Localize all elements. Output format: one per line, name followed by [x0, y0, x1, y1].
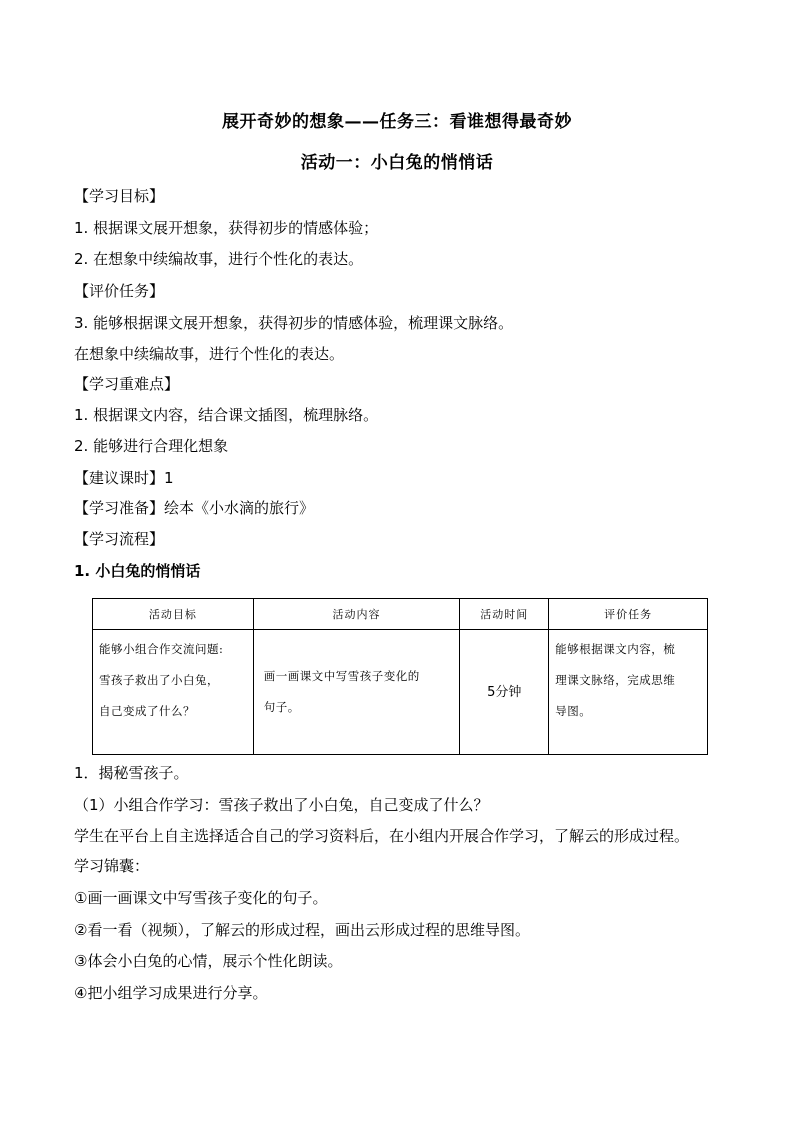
cell-content-line-2: 句子。 [263, 700, 300, 714]
tip-item-2: ②看一看（视频），了解云的形成过程，画出云形成过程的思维导图。 [74, 921, 530, 939]
table-header-row [93, 599, 708, 630]
eval-item-2: 在想象中续编故事，进行个性化的表达。 [74, 345, 345, 363]
cell-task-line-1: 能够根据课文内容，梳 [555, 642, 676, 656]
table-row [93, 630, 708, 755]
page-subtitle: 活动一：小白兔的悄悄话 [300, 153, 494, 173]
page-title: 展开奇妙的想象——任务三：看谁想得最奇妙 [222, 112, 572, 132]
col-header-goal: 活动目标 [93, 599, 254, 630]
cell-task-line-3: 导图。 [555, 704, 592, 718]
cell-content-line-1: 画一画课文中写雪孩子变化的 [263, 669, 420, 683]
tips-header: 学习锦囊： [74, 857, 150, 875]
body-paragraph-1: 1．揭秘雪孩子。 [74, 764, 189, 782]
flow-header: 【学习流程】 [74, 530, 165, 548]
cell-time: 5分钟 [460, 630, 549, 755]
eval-header: 【评价任务】 [74, 282, 165, 300]
cell-task [549, 630, 708, 755]
flow-item-1: 1. 小白兔的悄悄话 [74, 562, 201, 580]
col-header-time: 活动时间 [460, 599, 549, 630]
tip-item-1: ①画一画课文中写雪孩子变化的句子。 [74, 889, 328, 907]
key-point-2: 2. 能够进行合理化想象 [74, 437, 229, 455]
cell-task-line-2: 理课文脉络，完成思维 [555, 673, 676, 687]
key-point-1: 1. 根据课文内容，结合课文插图，梳理脉络。 [74, 406, 379, 424]
cell-goal-line-1: 能够小组合作交流问题: [99, 642, 224, 656]
suggested-hours: 【建议课时】1 [74, 469, 174, 487]
activity-table [92, 598, 708, 755]
key-points-header: 【学习重难点】 [74, 375, 180, 393]
cell-goal-line-2: 雪孩子救出了小白兔， [99, 673, 219, 687]
learning-prep: 【学习准备】绘本《小水滴的旅行》 [74, 499, 315, 517]
cell-goal-line-3: 自己变成了什么？ [99, 704, 195, 718]
goal-item-2: 2. 在想象中续编故事，进行个性化的表达。 [74, 250, 364, 268]
goals-header: 【学习目标】 [74, 187, 165, 205]
body-paragraph-3: 学生在平台上自主选择适合自己的学习资料后，在小组内开展合作学习，了解云的形成过程。 [74, 827, 690, 845]
eval-item-1: 3. 能够根据课文展开想象，获得初步的情感体验，梳理课文脉络。 [74, 314, 514, 332]
tip-item-3: ③体会小白兔的心情，展示个性化朗读。 [74, 952, 343, 970]
cell-content [253, 630, 460, 755]
tip-item-4: ④把小组学习成果进行分享。 [74, 984, 268, 1002]
col-header-content: 活动内容 [253, 599, 460, 630]
body-paragraph-2: （1）小组合作学习：雪孩子救出了小白兔，自己变成了什么？ [74, 796, 489, 814]
col-header-task: 评价任务 [549, 599, 708, 630]
cell-goal [93, 630, 254, 755]
goal-item-1: 1. 根据课文展开想象，获得初步的情感体验； [74, 219, 379, 237]
